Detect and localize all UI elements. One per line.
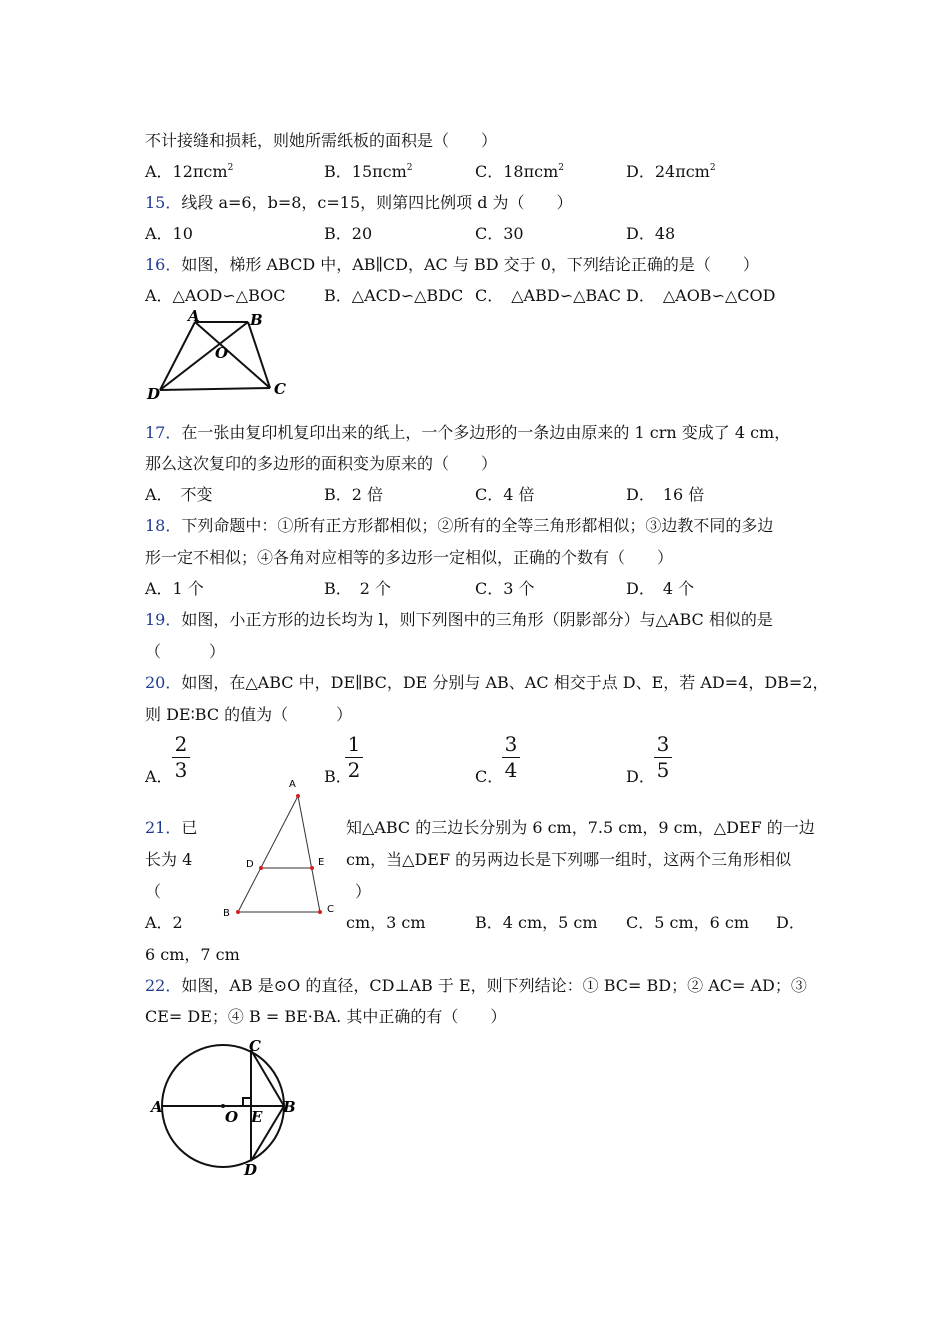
q21-option-d: D．	[776, 913, 805, 932]
circle-figure	[145, 1035, 315, 1180]
q21-text-right: 知△ABC 的三边长分别为 6 cm，7.5 cm，9 cm，△DEF 的一边	[346, 818, 815, 837]
q21-option-a: A．2	[145, 913, 183, 932]
triangle-figure	[220, 775, 350, 925]
q17-option-b: B．2 倍	[324, 485, 384, 504]
question-number: 22．	[145, 976, 182, 995]
label-c: C	[249, 1037, 261, 1055]
q22-text-2: CE= DE；④ B = BE·BA. 其中正确的有（ ）	[145, 1007, 507, 1026]
q17-option-d: D． 16 倍	[626, 485, 705, 504]
q14-option-a: A．12πcm$^2$	[145, 162, 234, 181]
q21-paren-left: （	[145, 882, 162, 901]
label-o: O	[225, 1108, 239, 1126]
question-number: 15．	[145, 193, 182, 212]
label-a: A	[188, 307, 200, 325]
label-e: E	[318, 857, 325, 868]
q18-option-a: A．1 个	[145, 579, 204, 598]
q16-text: 16．如图，梯形 ABCD 中，AB∥CD，AC 与 BD 交于 0，下列结论正确的是（ ）	[145, 255, 759, 274]
q17-option-c: C．4 倍	[475, 485, 535, 504]
q20-option-d-label: D．	[626, 767, 655, 786]
label-a: A	[151, 1098, 163, 1116]
q20-option-d-fraction: 3 5	[652, 733, 674, 782]
q21-option-b: B．4 cm，5 cm	[475, 913, 598, 932]
q21-option-c: C．5 cm，6 cm	[626, 913, 750, 932]
label-d: D	[246, 859, 254, 870]
q15-option-c: C．30	[475, 224, 524, 243]
q17-text-2: 那么这次复印的多边形的面积变为原来的（ ）	[145, 454, 498, 473]
q18-text: 18．下列命题中：①所有正方形都相似；②所有的全等三角形都相似；③边教不同的多边	[145, 516, 774, 535]
q18-text-2: 形一定不相似；④各角对应相等的多边形一定相似，正确的个数有（ ）	[145, 548, 674, 567]
label-c: C	[274, 380, 286, 398]
question-number: 16．	[145, 255, 182, 274]
q17-option-a: A． 不变	[145, 485, 213, 504]
q20-text-2: 则 DE∶BC 的值为（ ）	[145, 705, 353, 724]
q16-option-a: A．△AOD∽△BOC	[145, 286, 286, 305]
q22-text: 22．如图，AB 是⊙O 的直径，CD⊥AB 于 E，则下列结论：① BC= BD；② AC= AD；③	[145, 976, 807, 995]
question-number: 18．	[145, 516, 182, 535]
trapezoid-figure	[140, 307, 300, 405]
label-b: B	[223, 908, 230, 919]
q20-option-a-label: A．	[145, 767, 173, 786]
q21-option-d-value: 6 cm，7 cm	[145, 945, 240, 964]
q21-paren-right: ）	[355, 882, 372, 901]
q14-option-c: C．18πcm$^2$	[475, 162, 564, 181]
q21-text-2-right: cm，当△DEF 的另两边长是下列哪一组时，这两个三角形相似	[346, 850, 792, 869]
q14-text: 不计接缝和损耗，则她所需纸板的面积是（ ）	[145, 131, 498, 150]
label-a: A	[289, 779, 296, 790]
q15-option-b: B．20	[324, 224, 373, 243]
label-d: D	[147, 385, 161, 403]
q20-option-a-fraction: 2 3	[170, 733, 192, 782]
q17-text: 17．在一张由复印机复印出来的纸上，一个多边形的一条边由原来的 1 crn 变成了 4 cm，	[145, 423, 791, 442]
q18-option-b: B． 2 个	[324, 579, 392, 598]
question-number: 17．	[145, 423, 182, 442]
q20-text: 20．如图，在△ABC 中，DE∥BC，DE 分别与 AB、AC 相交于点 D、E，若 AD=4，DB=2，	[145, 673, 829, 692]
q16-option-b: B．△ACD∽△BDC	[324, 286, 464, 305]
q14-option-b: B．15πcm$^2$	[324, 162, 413, 181]
q18-option-c: C．3 个	[475, 579, 535, 598]
q20-option-b-label: B．	[324, 767, 352, 786]
q20-option-b-fraction: 1 2	[343, 733, 365, 782]
label-o: O	[215, 344, 229, 362]
label-b: B	[250, 311, 263, 329]
label-b: B	[283, 1098, 296, 1116]
q14-option-d: D．24πcm$^2$	[626, 162, 716, 181]
q21-text-left: 21．已	[145, 818, 198, 837]
question-number: 20．	[145, 673, 182, 692]
q18-option-d: D． 4 个	[626, 579, 695, 598]
q15-option-a: A．10	[145, 224, 193, 243]
q19-text: 19．如图，小正方形的边长均为 l，则下列图中的三角形（阴影部分）与△ABC 相似的是	[145, 610, 773, 629]
q21-text-2-left: 长为 4	[145, 850, 193, 869]
label-d: D	[244, 1161, 258, 1179]
q19-text-2: （ ）	[145, 642, 226, 661]
label-e: E	[251, 1108, 263, 1126]
q15-option-d: D．48	[626, 224, 676, 243]
label-c: C	[327, 904, 334, 915]
q21-option-a-rest: cm，3 cm	[346, 913, 426, 932]
question-number: 19．	[145, 610, 182, 629]
q20-option-c-fraction: 3 4	[500, 733, 522, 782]
q16-option-d: D． △AOB∽△COD	[626, 286, 776, 305]
question-number: 21．	[145, 818, 182, 837]
q15-text: 15．线段 a=6，b=8，c=15，则第四比例项 d 为（ ）	[145, 193, 573, 212]
q16-option-c: C． △ABD∽△BAC	[475, 286, 621, 305]
q20-option-c-label: C．	[475, 767, 504, 786]
